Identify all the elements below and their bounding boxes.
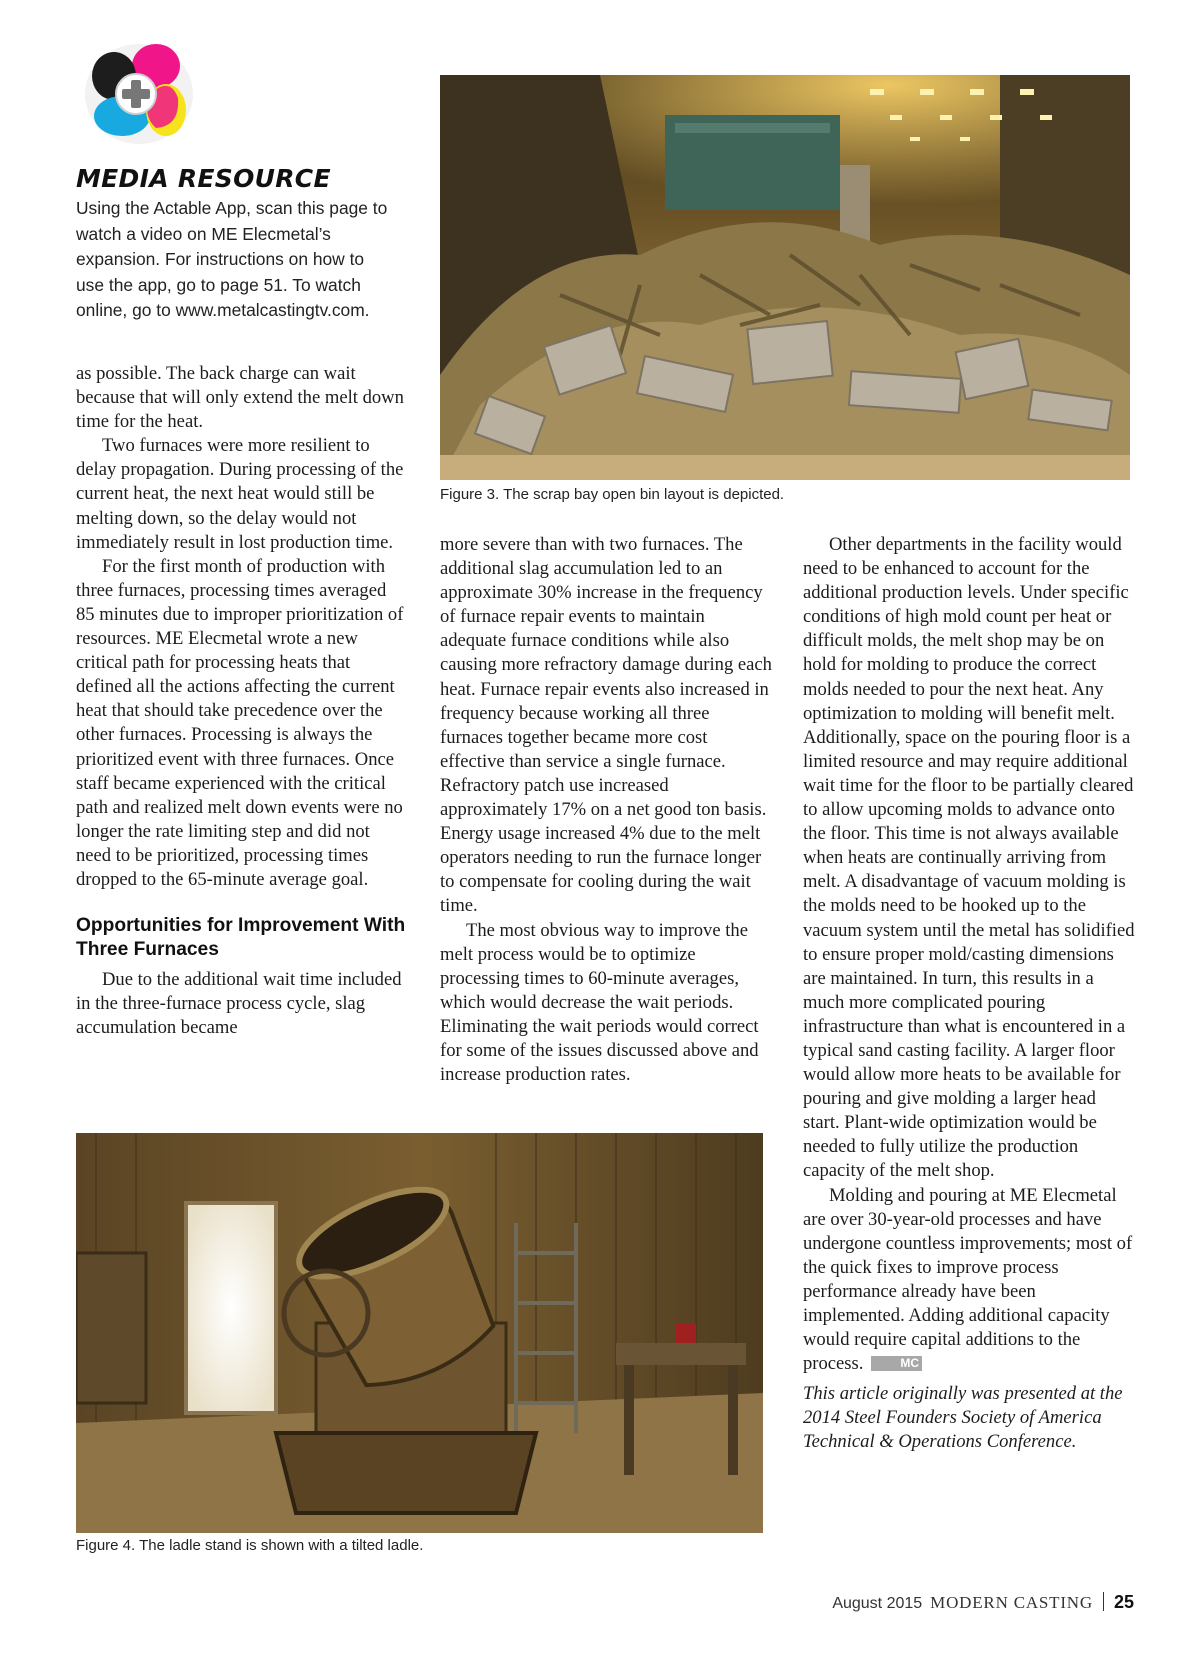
paragraph	[803, 1184, 1136, 1377]
figure-3-photo	[440, 75, 1130, 480]
end-mark-icon: MC	[871, 1356, 922, 1371]
paragraph: The most obvious way to improve the melt process would be to optimize processing times to 60-minute averages, which would decrease the wait periods. Eliminating the wait periods would correct for some of the issues discussed above and increase production rates.	[440, 919, 759, 1086]
figure-4-photo	[76, 1133, 763, 1533]
media-resource-logo	[80, 36, 198, 148]
text-column-2	[440, 533, 772, 1087]
page-footer	[832, 1592, 1134, 1614]
media-resource-text: Using the Actable App, scan this page to watch a video on ME Elecmetal’s expansion. For instructions on how to use the app, go to page 51. To watch online, go to www.metalcastingtv.com.	[76, 198, 388, 320]
paragraph: more severe than with two furnaces. The additional slag accumulation led to an approximate 30% increase in the frequency of furnace repair events to maintain adequate furnace conditions while also causing more refractory damage during each heat. Furnace repair events also increased in frequency because working all three furnaces together became more cost effective than service a single furnace. Refractory patch use increased approximately 17% on a net good ton basis. Energy usage increased 4% due to the melt operators needing to run the furnace longer to compensate for cooling during the wait time.	[440, 534, 772, 917]
paragraph-text: Molding and pouring at ME Elecmetal are over 30-year-old processes and have undergone countless improvements; most of the quick fixes to improve process performance already have been implemented. Adding additional capacity would require capital additions to the process.	[803, 1184, 1133, 1375]
paragraph: For the first month of production with three furnaces, processing times averaged 85 minutes due to improper prioritization of resources. ME Elecmetal wrote a new critical path for processing heats that defined all the actions affecting the current heat that should take precedence over the other furnaces. Processing is always the prioritized event with three furnaces. Once staff became experienced with the critical path and realized melt down events were no longer the rate limiting step and did not need to be prioritized, processing times dropped to the 65-minute average goal.	[76, 555, 404, 890]
page-number: 25	[1113, 1592, 1134, 1612]
text-column-1	[76, 362, 406, 1040]
paragraph: Other departments in the facility would need to be enhanced to account for the additional production levels. Under specific conditions of high mold count per heat or difficult molds, the melt shop may be on hold for molding to produce the correct molds needed to pour the next heat. Any optimization to molding will benefit melt. Additionally, space on the pouring floor is a limited resource and may require additional wait time for the floor to be partially cleared to allow upcoming molds to advance onto the floor. This time is not always available when heats are continually arriving from melt. A disadvantage of vacuum molding is the molds need to be hooked up to the vacuum system until the metal has solidified to ensure proper mold/casting dimensions are maintained. In turn, this results in a much more complicated pouring infrastructure than what is encountered in a typical sand casting facility. A larger floor would allow more heats to be available for pouring and give molding a larger head start. Plant-wide optimization would be needed to fully utilize the production capacity of the melt shop.	[803, 534, 1135, 1182]
section-subheading: Opportunities for Improvement With Three Furnaces	[76, 915, 406, 961]
article-credit: This article originally was presented at the 2014 Steel Founders Society of America Technical & Operations Conference.	[803, 1383, 1123, 1453]
figure-3-caption: Figure 3. The scrap bay open bin layout is depicted.	[440, 486, 785, 503]
figure-4-caption: Figure 4. The ladle stand is shown with a tilted ladle.	[76, 1537, 424, 1554]
text-column-3	[803, 533, 1136, 1455]
issue-date: August 2015	[832, 1595, 923, 1612]
actable-app-icon	[80, 36, 198, 148]
paragraph: as possible. The back charge can wait because that will only extend the melt down time for the heat.	[76, 363, 404, 433]
magazine-name: MODERN CASTING	[930, 1593, 1093, 1612]
paragraph: Due to the additional wait time included in the three-furnace process cycle, slag accumulation became	[76, 969, 402, 1039]
footer-divider	[1103, 1592, 1104, 1611]
media-resource-title: MEDIA RESOURCE	[76, 164, 331, 193]
paragraph: Two furnaces were more resilient to delay propagation. During processing of the current heat, the next heat would still be melting down, so the delay would not immediately result in lost production time.	[76, 435, 404, 553]
